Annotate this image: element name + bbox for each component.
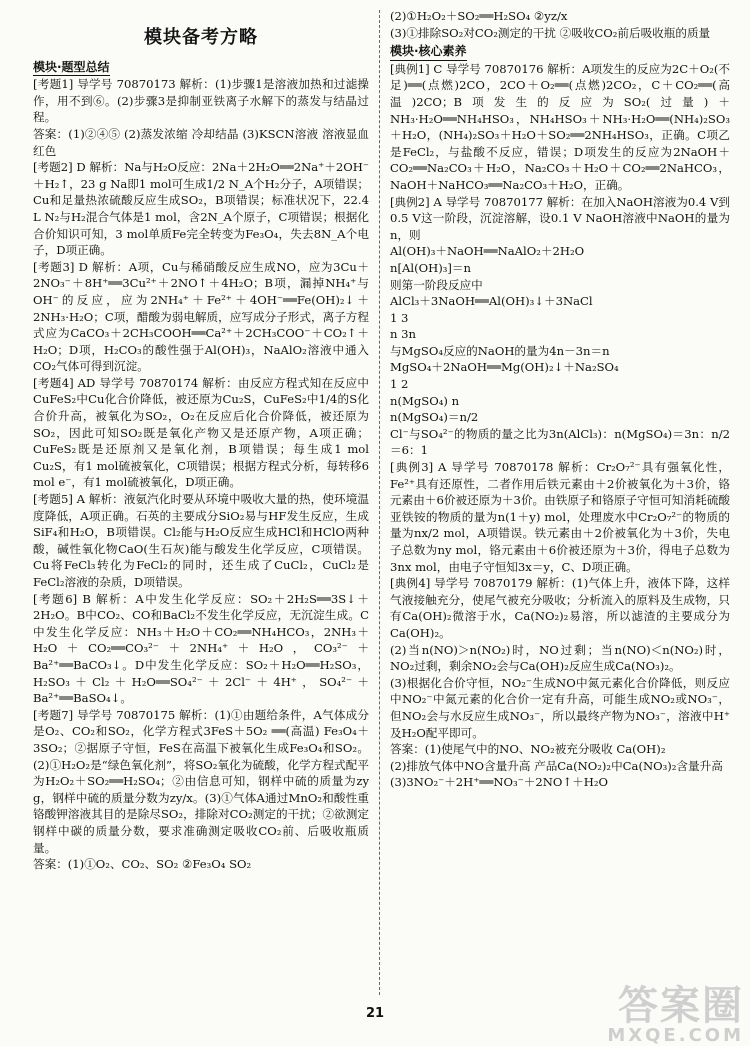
paragraph-q6: [考题6] B 解析：A中发生化学反应：SO₂＋2H₂S══3S↓＋2H₂O。B中CO₂、CO和BaCl₂不发生化学反应，无沉淀生成。C中发生化学反应：NH₃＋H₂O＋CO₂══NH₄HCO₃，2NH₃＋H₂O＋CO₂══CO₃²⁻＋2NH₄⁺＋H₂O，CO₃²⁻＋Ba²⁺══BaCO₃↓。D中发生化学反应：SO₂＋H₂O══H₂SO₃，H₂SO₃＋Cl₂＋H₂O══SO₄²⁻＋2Cl⁻＋4H⁺，SO₄²⁻＋Ba²⁺══BaSO₄↓。	[33, 591, 369, 706]
answer-example4-part3: (3)3NO₂⁻＋2H⁺══NO₃⁻＋2NO↑＋H₂O	[390, 775, 608, 790]
equation-line: n(MgSO₄) n	[390, 393, 460, 408]
paragraph-q3: [考题3] D 解析：A项，Cu与稀硝酸反应生成NO，应为3Cu＋2NO₃⁻＋8H⁺══3Cu²⁺＋2NO↑＋4H₂O；B项，漏掉NH₄⁺与OH⁻的反应，应为2NH₄⁺＋Fe²⁺＋4OH⁻══Fe(OH)₂↓＋2NH₃·H₂O；C项，醋酸为弱电解质，应写成分子形式，离子方程式应为CaCO₃＋2CH₃COOH══Ca²⁺＋2CH₃COO⁻＋CO₂↑＋H₂O；D项，H₂CO₃的酸性强于Al(OH)₃，NaAlO₂溶液中通入CO₂气体可得到沉淀。	[33, 259, 369, 374]
column-divider	[379, 10, 380, 995]
equation-line: Al(OH)₃＋NaOH══NaAlO₂＋2H₂O	[390, 244, 585, 259]
equation-line: 1 2	[390, 377, 409, 392]
equation-line: Cl⁻与SO₄²⁻的物质的量之比为3n(AlCl₃)：n(MgSO₄)＝3n：n/2＝6：1	[390, 426, 730, 458]
answer-q1: 答案：(1)②④⑤ (2)蒸发浓缩 冷却结晶 (3)KSCN溶液 溶液显血红色	[33, 126, 369, 158]
equation-line: n 3n	[390, 327, 416, 342]
paragraph-q2: [考题2] D 解析：Na与H₂O反应：2Na＋2H₂O══2Na⁺＋2OH⁻＋H₂↑，23 g Na即1 mol可生成1/2 N_A个H₂分子，A项错误；Cu和足量热浓硫酸反应生成SO₂，B项错误；标准状况下，22.4 L N₂与H₂混合气体是1 mol，含2N_A个原子，C项错误；根据化合价知识可知，3 mol单质Fe完全转变为Fe₃O₄，失去8N_A个电子，D项正确。	[33, 160, 369, 258]
answer-q7-part1: 答案：(1)①O₂、CO₂、SO₂ ②Fe₃O₄ SO₂	[33, 857, 252, 872]
paragraph-example4-part2: (2)当n(NO)＞n(NO₂)时，NO过剩；当n(NO)＜n(NO₂)时，NO₂过剩，剩余NO₂会与Ca(OH)₂反应生成Ca(NO₃)₂。	[390, 642, 730, 674]
paragraph-q1: [考题1] 导学号 70870173 解析：(1)步骤1是溶液加热和过滤操作，用不到⑥。(2)步骤3是抑制亚铁离子水解下的蒸发与结晶过程。	[33, 77, 369, 125]
paragraph-example4: [典例4] 导学号 70870179 解析：(1)气体上升，液体下降，这样气液接触充分，使尾气被充分吸收；分析流入的原料及生成物，只有Ca(OH)₂微溶于水，Ca(NO₂)₂易溶，所以滤渣的主要成分为Ca(OH)₂。	[390, 576, 730, 640]
equation-line: 与MgSO₄反应的NaOH的量为4n－3n＝n	[390, 343, 610, 358]
answer-q7-part2: (2)①H₂O₂＋SO₂══H₂SO₄ ②yz/x	[390, 9, 568, 23]
equation-line: AlCl₃＋3NaOH══Al(OH)₃↓＋3NaCl	[390, 294, 593, 309]
equation-line: 则第一阶段反应中	[390, 277, 483, 292]
section-heading-core-literacy: 模块·核心素养	[390, 43, 467, 61]
page-number: 21	[365, 1006, 385, 1021]
paragraph-example3: [典例3] A 导学号 70870178 解析：Cr₂O₇²⁻具有强氧化性，Fe²⁺具有还原性，二者作用后铁元素由＋2价被氧化为＋3价，铬元素由＋6价被还原为＋3价。由铁原子和铬原子守恒可知消耗硫酸亚铁铵的物质的量为n(1＋y) mol，处理废水中Cr₂O₇²⁻的物质的量为nx/2 mol，A项错误。铁元素由＋2价被氧化为＋3价，失电子总数为ny mol，铬元素由＋6价被还原为＋3价，得电子总数为3nx mol，由电子守恒知3x＝y，C、D项正确。	[390, 460, 730, 574]
equation-line: 1 3	[390, 310, 409, 325]
equation-line: MgSO₄＋2NaOH══Mg(OH)₂↓＋Na₂SO₄	[390, 360, 619, 375]
page-title: 模块备考方略	[144, 27, 258, 48]
paragraph-example4-part3: (3)根据化合价守恒，NO₂⁻生成NO中氮元素化合价降低，则反应中NO₂⁻中氮元素的化合价一定有升高，可能生成NO₂或NO₃⁻，但NO₂会与水反应生成NO₃⁻，所以最终产物为NO₃⁻，溶液中H⁺及H₂O配平即可。	[390, 675, 730, 740]
left-column	[33, 8, 369, 873]
watermark-main-text: 答案圈	[618, 983, 744, 1029]
right-column	[390, 8, 730, 791]
section-heading-question-summary: 模块·题型总结	[33, 59, 110, 77]
equation-line: n(MgSO₄)＝n/2	[390, 410, 479, 425]
answer-example4: 答案：(1)使尾气中的NO、NO₂被充分吸收 Ca(OH)₂	[390, 742, 666, 757]
watermark-logo	[607, 985, 744, 1045]
paragraph-example1: [典例1] C 导学号 70870176 解析：A项发生的反应为2C＋O₂(不足)══(点燃)2CO，2CO＋O₂══(点燃)2CO₂，C＋CO₂══(高温)2CO；B项发生的反应为SO₂(过量)＋NH₃·H₂O══NH₄HSO₃，NH₄HSO₃＋NH₃·H₂O══(NH₄)₂SO₃＋H₂O，(NH₄)₂SO₃＋H₂O＋SO₂══2NH₄HSO₃，正确。C项乙是FeCl₂，与盐酸不反应，错误；D项发生的反应为2NaOH＋CO₂══Na₂CO₃＋H₂O，Na₂CO₃＋H₂O＋CO₂══2NaHCO₃，NaOH＋NaHCO₃══Na₂CO₃＋H₂O，正确。	[390, 61, 730, 192]
watermark-sub-text: MXQE.COM	[607, 1025, 744, 1046]
paragraph-q5: [考题5] A 解析：液氨汽化时要从环境中吸收大量的热，使环境温度降低，A项正确。石英的主要成分SiO₂易与HF发生反应，生成SiF₄和H₂O，B项错误。Cl₂能与H₂O反应生成HCl和HClO两种酸，碱性氧化物CaO(生石灰)能与酸发生化学反应，C项错误。Cu将FeCl₃转化为FeCl₂的同时，还生成了CuCl₂，CuCl₂是FeCl₂溶液的杂质，D项错误。	[33, 492, 369, 589]
answer-example4-part2: (2)排放气体中NO含量升高 产品Ca(NO₂)₂中Ca(NO₃)₂含量升高	[390, 758, 723, 773]
paragraph-example2: [典例2] A 导学号 70870177 解析：在加入NaOH溶液为0.4 V到0.5 V这一阶段，沉淀溶解，设0.1 V NaOH溶液中NaOH的量为n，则	[390, 194, 730, 242]
answer-q7-part3: (3)①排除SO₂对CO₂测定的干扰 ②吸收CO₂前后吸收瓶的质量	[390, 25, 711, 40]
equation-line: n[Al(OH)₃]＝n	[390, 260, 471, 275]
paragraph-q7: [考题7] 导学号 70870175 解析：(1)①由题给条件，A气体成分是O₂、CO₂和SO₂，化学方程式3FeS＋5O₂ ══(高温) Fe₃O₄＋3SO₂；②据原子守恒，FeS在高温下被氧化生成Fe₃O₄和SO₂。(2)①H₂O₂是“绿色氧化剂”，将SO₂氧化为硫酸，化学方程式配平为H₂O₂＋SO₂══H₂SO₄；②由信息可知，钢样中硫的质量为zy g，钢样中硫的质量分数为zy/x。(3)①气体A通过MnO₂和酸性重铬酸钾溶液其目的是除尽SO₂，排除对CO₂测定的干扰；②欲测定钢样中碳的质量分数，要求准确测定吸收CO₂前、后吸收瓶质量。	[33, 707, 369, 855]
paragraph-q4: [考题4] AD 导学号 70870174 解析：由反应方程式知在反应中CuFeS₂中Cu化合价降低，被还原为Cu₂S，CuFeS₂中1/4的S化合价升高，被氧化为SO₂，O₂在反应后化合价降低，被还原为SO₂，因此可知SO₂既是氧化产物又是还原产物，A项正确；CuFeS₂既是还原剂又是氧化剂，B项错误；每生成1 mol Cu₂S，有1 mol硫被氧化，C项错误；根据方程式分析，每转移6 mol e⁻，有1 mol硫被氧化，D项正确。	[33, 375, 369, 490]
